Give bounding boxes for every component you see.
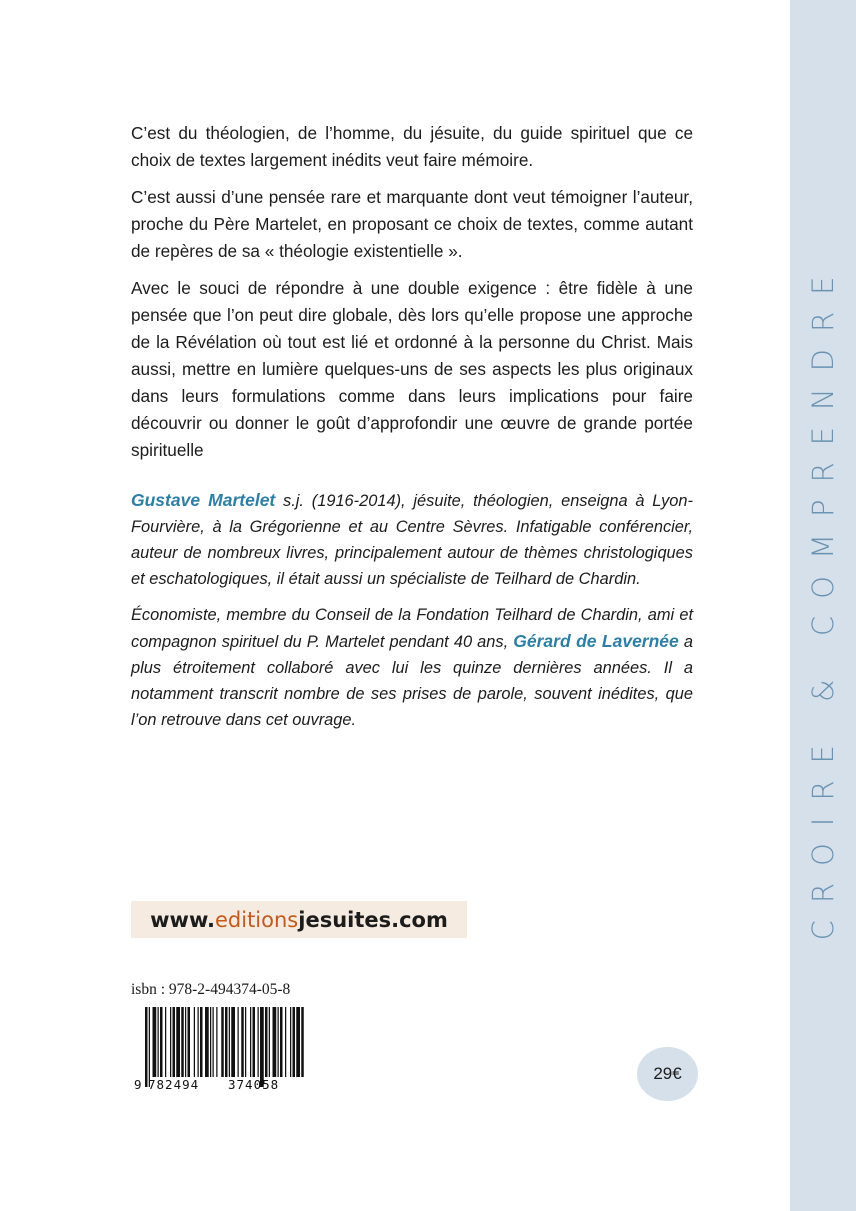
- publisher-website[interactable]: [131, 901, 467, 938]
- barcode-bar: [296, 1007, 300, 1077]
- series-title: CROIRE & COMPRENDRE: [806, 259, 840, 941]
- barcode-bar: [149, 1007, 150, 1087]
- price-badge: [637, 1047, 698, 1101]
- barcode: [131, 1005, 306, 1093]
- barcode-bar: [185, 1007, 186, 1077]
- description-paragraph: C’est du théologien, de l’homme, du jésuite, du guide spirituel que ce choix de textes largement inédits veut faire mémoire.: [131, 123, 693, 170]
- barcode-digits-right: 374058: [228, 1077, 280, 1092]
- description-paragraph: C’est aussi d’une pensée rare et marquante dont veut témoigner l’auteur, proche du Père Martelet, en proposant ce choix de textes, comme autant de repères de sa « théologie existentielle ».: [131, 187, 693, 261]
- isbn-label: isbn : 978-2-494374-05-8: [131, 981, 291, 998]
- barcode-bar: [225, 1007, 228, 1077]
- barcode-digits-left: 782494: [148, 1077, 200, 1092]
- barcode-bar: [269, 1007, 270, 1077]
- barcode-bar: [231, 1007, 235, 1077]
- barcode-bar: [216, 1007, 217, 1077]
- barcode-bar: [165, 1007, 166, 1077]
- website-prefix: www.: [150, 907, 215, 932]
- barcode-bar: [188, 1007, 191, 1077]
- barcode-bar: [145, 1007, 148, 1087]
- barcode-bar: [229, 1007, 230, 1077]
- barcode-bar: [210, 1007, 211, 1077]
- barcode-bar: [176, 1007, 180, 1077]
- barcode-bar: [241, 1007, 244, 1077]
- author-bios: [131, 487, 693, 743]
- back-cover-description: [131, 120, 693, 474]
- barcode-bar: [170, 1007, 171, 1077]
- barcode-bar: [278, 1007, 279, 1077]
- barcode-bar: [238, 1007, 239, 1077]
- barcode-bar: [181, 1007, 184, 1077]
- author-name: Gustave Martelet: [131, 490, 276, 510]
- barcode-bar: [198, 1007, 199, 1077]
- barcode-bar: [158, 1007, 159, 1077]
- author-bio-text: s.j. (1916-2014), jésuite, théologien, enseigna à Lyon-Fourvière, à la Grégorienne et au Centre Sèvres. Infatigable conférencier, auteur de nombreux livres, principalement autour de thèmes christologiques et eschatologiques, il était aussi un spécialiste de Teilhard de Chardin.: [131, 492, 693, 588]
- editor-bio: [131, 602, 693, 733]
- barcode-bar: [200, 1007, 203, 1077]
- barcode-bar: [258, 1007, 259, 1077]
- barcode-bar: [290, 1007, 291, 1077]
- website-suffix: jesuites.com: [298, 907, 448, 932]
- barcode-bar: [221, 1007, 224, 1077]
- barcode-bar: [213, 1007, 214, 1077]
- barcode-bar: [280, 1007, 283, 1077]
- barcode-bar: [160, 1007, 163, 1077]
- barcode-bar: [245, 1007, 246, 1077]
- author-bio: [131, 487, 693, 592]
- editor-name: Gérard de Lavernée: [513, 631, 679, 651]
- editor-bio-text-before: Économiste, membre du Conseil de la Fondation Teilhard de Chardin, ami et compagnon spirituel du P. Martelet pendant 40 ans,: [131, 606, 693, 651]
- barcode-bar: [301, 1007, 304, 1077]
- price-label: 29€: [653, 1064, 682, 1083]
- barcode-bar: [273, 1007, 277, 1077]
- barcode-bar: [173, 1007, 176, 1077]
- barcode-bar: [293, 1007, 296, 1077]
- barcode-bar: [205, 1007, 209, 1077]
- website-middle: editions: [214, 907, 299, 932]
- barcode-bar: [153, 1007, 157, 1077]
- description-paragraph: Avec le souci de répondre à une double exigence : être fidèle à une pensée que l’on peut dire globale, dès lors qu’elle propose une approche de la Révélation où tout est lié et ordonné à la personne du Christ. Mais aussi, mettre en lumière quelques-uns de ses aspects les plus originaux dans leurs formulations comme dans leurs implications pour faire découvrir ou donner le goût d’approfondir une œuvre de grande portée spirituelle: [131, 278, 693, 460]
- barcode-bar: [265, 1007, 268, 1077]
- editor-bio-text-after: a plus étroitement collaboré avec lui les quinze dernières années. Il a notamment transcrit nombre de ses prises de parole, souvent inédites, que l’on retrouve dans cet ouvrage.: [131, 633, 694, 729]
- barcode-bar: [253, 1007, 256, 1077]
- barcode-bar: [260, 1007, 264, 1087]
- barcode-bar: [250, 1007, 251, 1077]
- barcode-bar: [194, 1007, 195, 1077]
- barcode-bar: [285, 1007, 286, 1077]
- barcode-digit-first: 9: [134, 1077, 142, 1092]
